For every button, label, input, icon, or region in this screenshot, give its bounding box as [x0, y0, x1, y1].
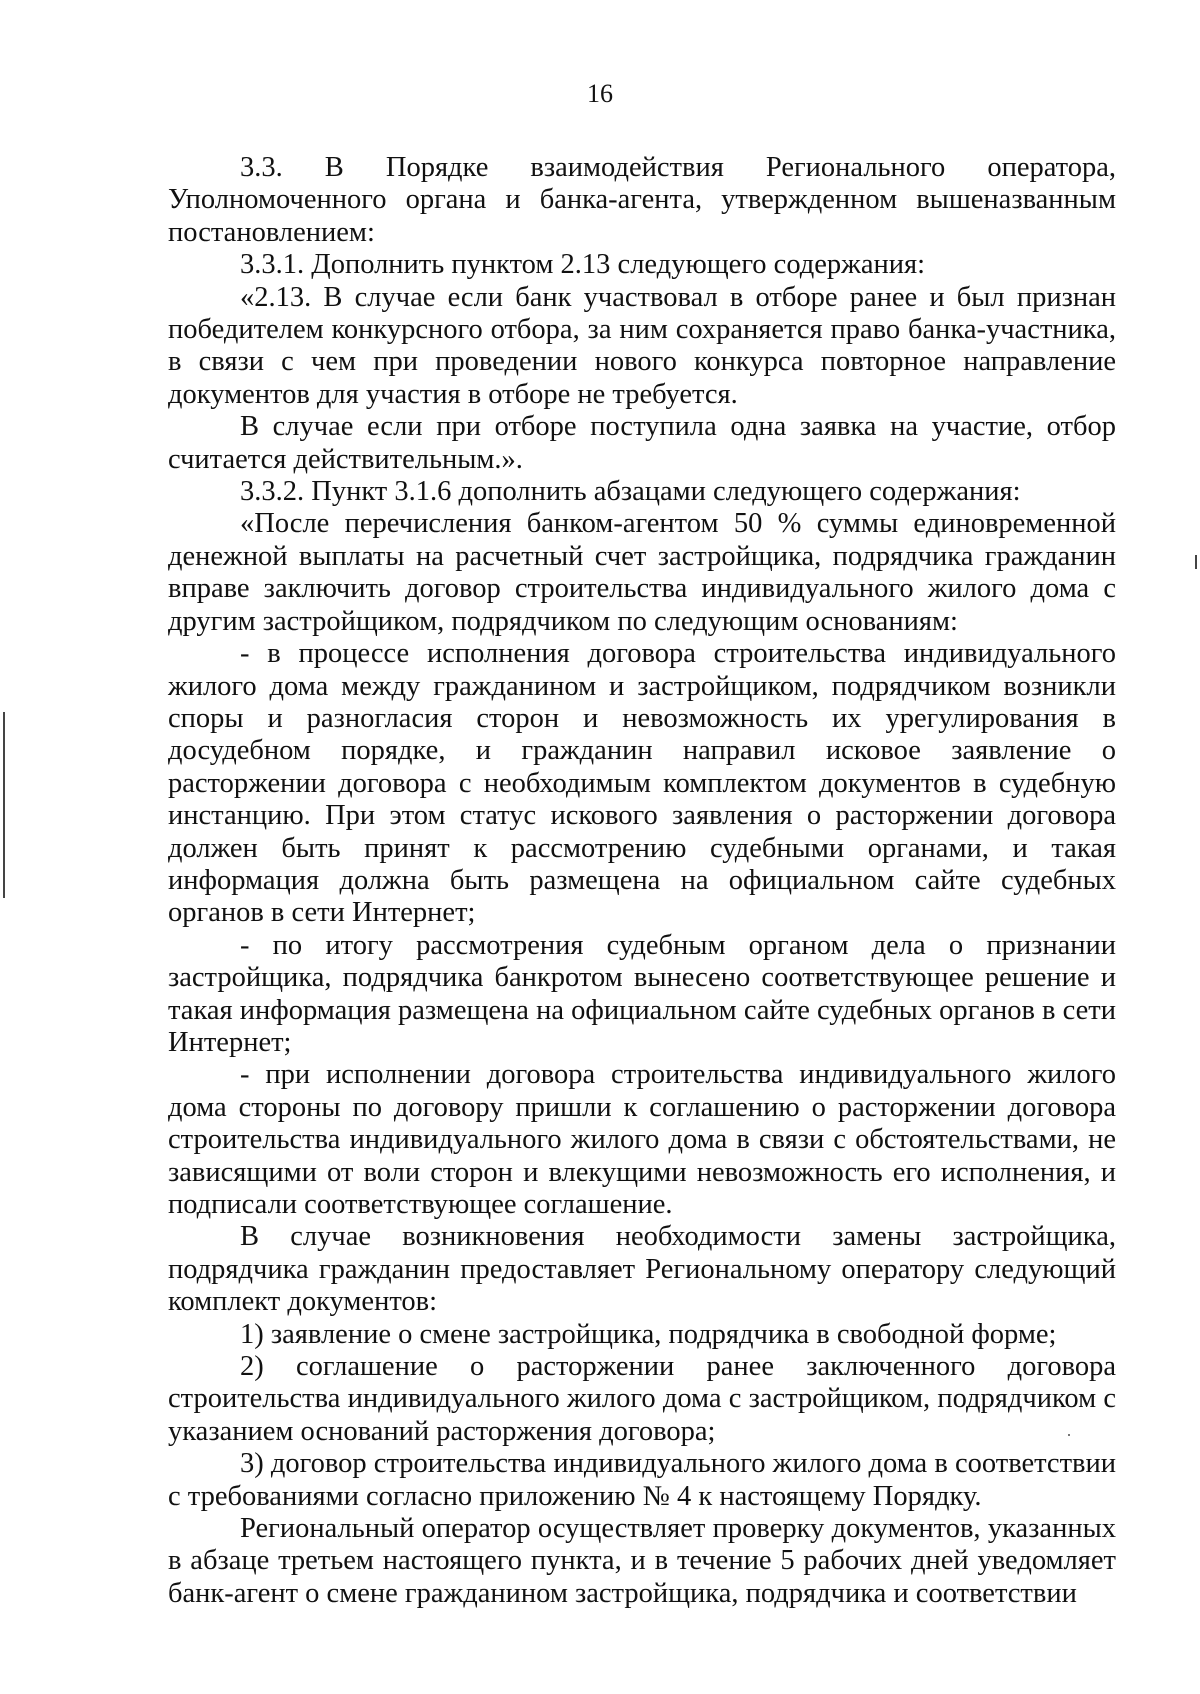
scan-speck: [1068, 1434, 1070, 1436]
document-body: [168, 152, 1116, 1610]
paragraph-ground-disputes: - в процессе исполнения договора строительства индивидуального жилого дома между гражданином и застройщиком, подрядчиком возникли споры и разногласия сторон и невозможность их урегулирования в досудебном порядке, и гражданин направил исковое заявление о расторжении договора с необходимым комплектом документов в судебную инстанцию. При этом статус искового заявления о расторжении договора должен быть принят к рассмотрению судебными органами, и такая информация должна быть размещена на официальном сайте судебных органов в сети Интернет;: [168, 638, 1116, 929]
paragraph-after-transfer: «После перечисления банком-агентом 50 % суммы единовременной денежной выплаты на расчетный счет застройщика, подрядчика гражданин вправе заключить договор строительства индивидуального жилого дома с другим застройщиком, подрядчиком по следующим основаниям:: [168, 508, 1116, 637]
paragraph-2-13: «2.13. В случае если банк участвовал в отборе ранее и был признан победителем конкурсного отбора, за ним сохраняется право банка-участника, в связи с чем при проведении нового конкурса повторное направление документов для участия в отборе не требуется.: [168, 281, 1116, 410]
list-item-3: 3) договор строительства индивидуального жилого дома в соответствии с требованиями согласно приложению № 4 к настоящему Порядку.: [168, 1448, 1116, 1512]
page-number: 16: [587, 79, 613, 108]
paragraph-3-3-1: 3.3.1. Дополнить пунктом 2.13 следующего содержания:: [240, 249, 926, 281]
paragraph-operator-check: Региональный оператор осуществляет проверку документов, указанных в абзаце третьем настоящего пункта, и в течение 5 рабочих дней уведомляет банк-агент о смене гражданином застройщика, подрядчика и соответствии: [168, 1513, 1116, 1609]
list-item-1: 1) заявление о смене застройщика, подрядчика в свободной форме;: [240, 1318, 1057, 1350]
paragraph-3-3-2: 3.3.2. Пункт 3.1.6 дополнить абзацами следующего содержания:: [240, 476, 1021, 508]
paragraph-3-3: 3.3. В Порядке взаимодействия Регионального оператора, Уполномоченного органа и банка-агента, утвержденном вышеназванным постановлением:: [168, 152, 1116, 248]
scan-edge-mark: [3, 712, 5, 898]
paragraph-replacement-documents: В случае возникновения необходимости замены застройщика, подрядчика гражданин предоставляет Региональному оператору следующий комплект документов:: [168, 1221, 1116, 1318]
scan-edge-mark: [1195, 555, 1197, 569]
paragraph-single-application: В случае если при отборе поступила одна заявка на участие, отбор считается действительным.».: [168, 411, 1116, 475]
paragraph-ground-bankruptcy: - по итогу рассмотрения судебным органом дела о признании застройщика, подрядчика банкротом вынесено соответствующее решение и такая информация размещена на официальном сайте судебных органов в сети Интернет;: [168, 929, 1116, 1058]
paragraph-ground-agreement: - при исполнении договора строительства индивидуального жилого дома стороны по договору пришли к соглашению о расторжении договора строительства индивидуального жилого дома в связи с обстоятельствами, не зависящими от воли сторон и влекущими невозможность его исполнения, и подписали соответствующее соглашение.: [168, 1059, 1116, 1220]
list-item-2: 2) соглашение о расторжении ранее заключенного договора строительства индивидуального жилого дома с застройщиком, подрядчиком с указанием оснований расторжения договора;: [168, 1351, 1116, 1447]
